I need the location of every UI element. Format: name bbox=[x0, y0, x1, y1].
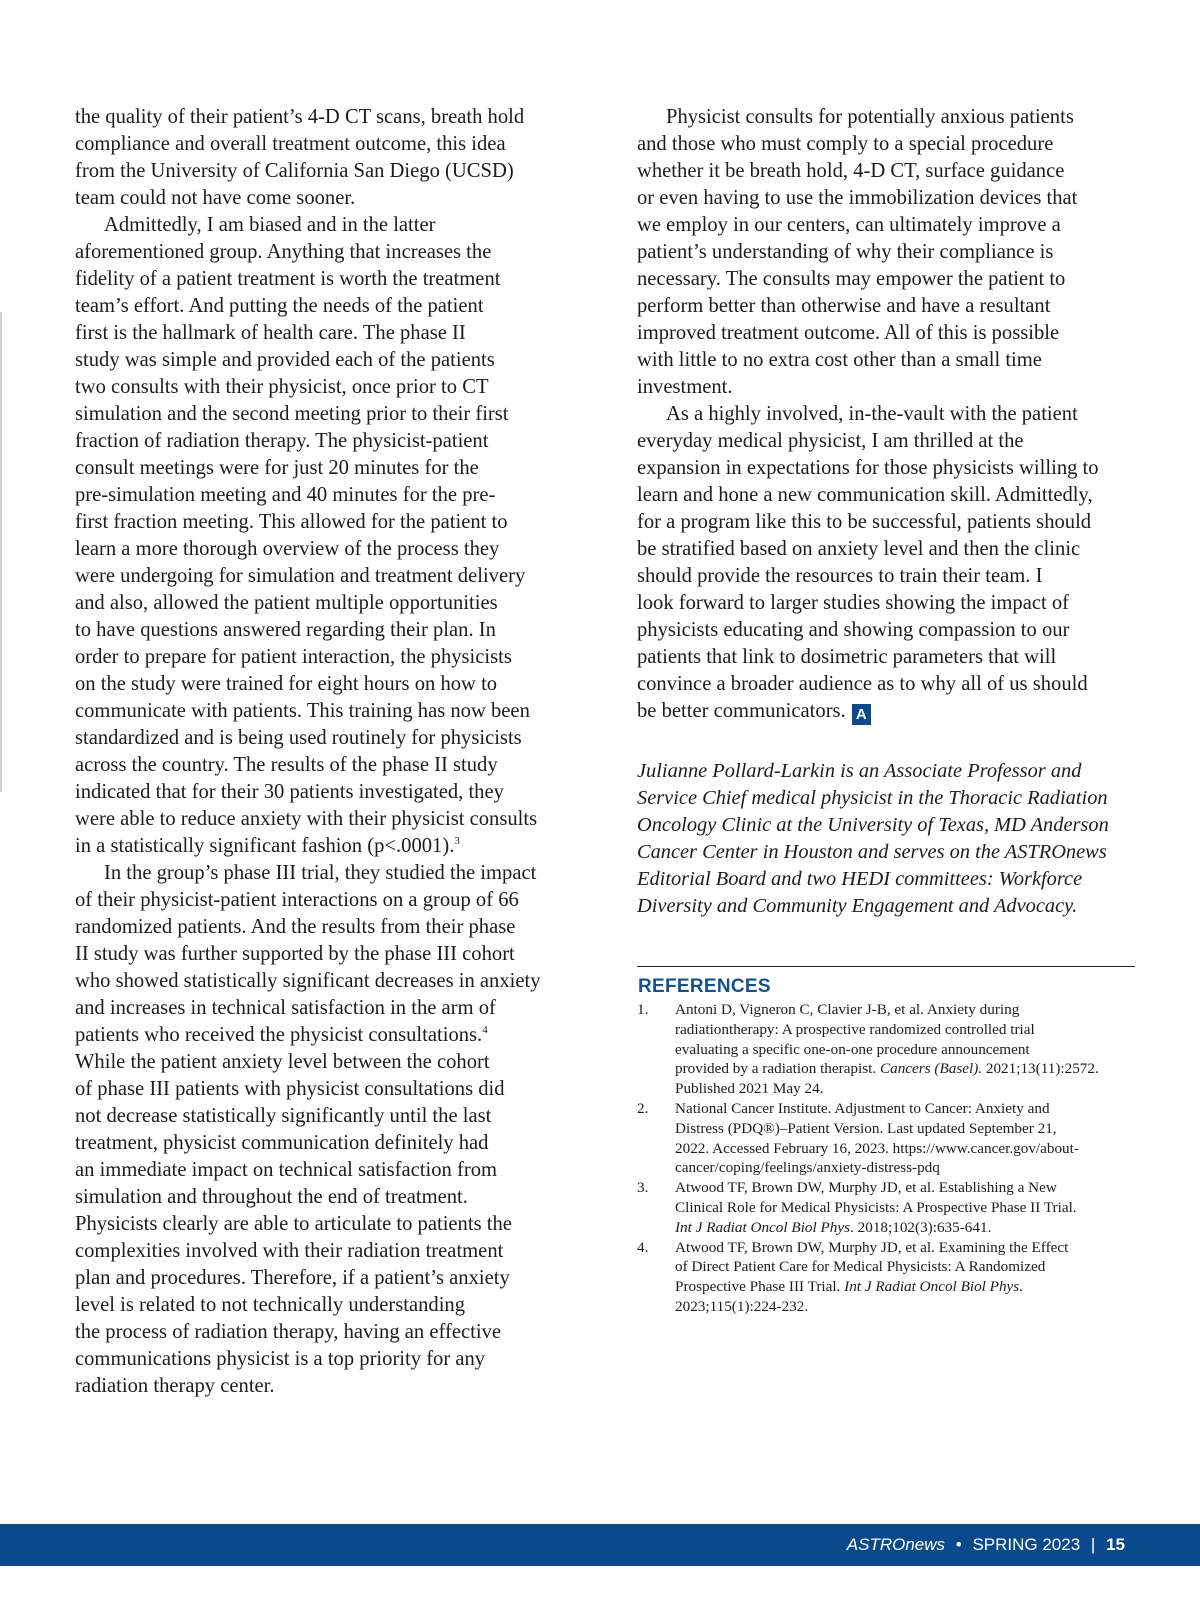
text-line-content: II study was further supported by the phase III cohort bbox=[75, 943, 515, 965]
reference-line bbox=[675, 1198, 1137, 1218]
text-line-content: As a highly involved, in-the-vault with the patient bbox=[666, 403, 1078, 425]
text-line bbox=[75, 698, 565, 725]
reference-line bbox=[675, 1158, 1137, 1178]
text-line-content: team’s effort. And putting the needs of the patient bbox=[75, 295, 484, 317]
reference-line bbox=[675, 1079, 1137, 1099]
bio-line: Editorial Board and two HEDI committees: Workforce bbox=[637, 868, 1083, 890]
text-line-content: fidelity of a patient treatment is worth the treatment bbox=[75, 268, 501, 290]
reference-item bbox=[637, 1178, 1137, 1237]
reference-text: 2022. Accessed February 16, 2023. https://www.cancer.gov/about- bbox=[675, 1139, 1079, 1157]
text-line bbox=[637, 536, 1137, 563]
references-heading: REFERENCES bbox=[638, 976, 771, 997]
reference-line bbox=[675, 1119, 1137, 1139]
text-line bbox=[75, 239, 565, 266]
text-line bbox=[637, 374, 1137, 401]
text-line bbox=[75, 158, 565, 185]
text-line-content: convince a broader audience as to why all of us should bbox=[637, 673, 1088, 695]
text-line bbox=[75, 320, 565, 347]
text-line-content: order to prepare for patient interaction, the physicists bbox=[75, 646, 512, 668]
text-line-content: necessary. The consults may empower the patient to bbox=[637, 268, 1066, 290]
text-line bbox=[75, 1022, 565, 1049]
text-line bbox=[75, 185, 565, 212]
text-line-content: aforementioned group. Anything that increases the bbox=[75, 241, 492, 263]
text-line bbox=[75, 428, 565, 455]
text-line bbox=[75, 509, 565, 536]
text-line bbox=[637, 401, 1137, 428]
text-line bbox=[75, 1238, 565, 1265]
text-line-content: of their physicist-patient interactions on a group of 66 bbox=[75, 889, 519, 911]
text-line-content: learn a more thorough overview of the process they bbox=[75, 538, 500, 560]
text-line bbox=[75, 1319, 565, 1346]
reference-line bbox=[675, 1139, 1137, 1159]
reference-line bbox=[675, 1099, 1137, 1119]
text-line-content: be stratified based on anxiety level and then the clinic bbox=[637, 538, 1081, 560]
text-line-content: from the University of California San Diego (UCSD) bbox=[75, 160, 514, 182]
bio-line: Oncology Clinic at the University of Texas, MD Anderson bbox=[637, 814, 1109, 836]
text-line-content: study was simple and provided each of the patients bbox=[75, 349, 495, 371]
reference-item bbox=[637, 1238, 1137, 1317]
footer-text bbox=[847, 1535, 1125, 1555]
citation-superscript: 4 bbox=[482, 1024, 488, 1037]
text-line-content: and increases in technical satisfaction in the arm of bbox=[75, 997, 496, 1019]
text-line-content: While the patient anxiety level between the cohort bbox=[75, 1051, 490, 1073]
text-line-content: indicated that for their 30 patients investigated, they bbox=[75, 781, 504, 803]
text-line bbox=[75, 860, 565, 887]
text-line bbox=[75, 536, 565, 563]
text-line bbox=[637, 212, 1137, 239]
text-line bbox=[637, 590, 1137, 617]
left-column bbox=[75, 104, 565, 1400]
reference-text: Published 2021 May 24. bbox=[675, 1080, 824, 1098]
text-line-content: simulation and the second meeting prior to their first bbox=[75, 403, 509, 425]
reference-text: . 2018;102(3):635-641. bbox=[850, 1218, 992, 1236]
reference-text: provided by a radiation therapist. bbox=[675, 1060, 880, 1078]
text-line-content: who showed statistically significant decreases in anxiety bbox=[75, 970, 541, 992]
text-line-content: level is related to not technically understanding bbox=[75, 1294, 466, 1316]
text-line bbox=[75, 293, 565, 320]
bio-line: Julianne Pollard-Larkin is an Associate Professor and bbox=[637, 760, 1082, 782]
reference-line bbox=[675, 1000, 1137, 1020]
text-line bbox=[637, 644, 1137, 671]
text-line bbox=[75, 941, 565, 968]
text-line-content: were undergoing for simulation and treatment delivery bbox=[75, 565, 526, 587]
bio-line: Service Chief medical physicist in the Thoracic Radiation bbox=[637, 787, 1108, 809]
text-line-content: not decrease statistically significantly until the last bbox=[75, 1105, 492, 1127]
reference-line bbox=[675, 1059, 1137, 1079]
text-line-content: perform better than otherwise and have a resultant bbox=[637, 295, 1051, 317]
text-line bbox=[637, 158, 1137, 185]
text-line bbox=[75, 1184, 565, 1211]
text-line bbox=[75, 806, 565, 833]
text-line bbox=[75, 1049, 565, 1076]
text-line-content: communications physicist is a top priority for any bbox=[75, 1348, 486, 1370]
text-line bbox=[75, 212, 565, 239]
text-line bbox=[75, 914, 565, 941]
text-line-content: the quality of their patient’s 4-D CT scans, breath hold bbox=[75, 106, 525, 128]
text-line bbox=[75, 725, 565, 752]
text-line bbox=[75, 1157, 565, 1184]
text-line-content: treatment, physicist communication definitely had bbox=[75, 1132, 489, 1154]
text-line bbox=[75, 1373, 565, 1400]
text-line-content: communicate with patients. This training has now been bbox=[75, 700, 530, 722]
reference-item bbox=[637, 1000, 1137, 1099]
text-line-content: two consults with their physicist, once prior to CT bbox=[75, 376, 489, 398]
reference-line bbox=[675, 1277, 1137, 1297]
text-line-content: and those who must comply to a special procedure bbox=[637, 133, 1054, 155]
text-line bbox=[637, 320, 1137, 347]
footer-bullet: • bbox=[955, 1535, 962, 1554]
text-line-content: look forward to larger studies showing the impact of bbox=[637, 592, 1069, 614]
reference-text: evaluating a specific one-on-one procedure announcement bbox=[675, 1040, 1030, 1058]
text-line-content: Admittedly, I am biased and in the latter bbox=[104, 214, 436, 236]
text-line-content: Physicists clearly are able to articulate to patients the bbox=[75, 1213, 512, 1235]
author-bio bbox=[637, 758, 1147, 920]
text-line-content: with little to no extra cost other than a small time bbox=[637, 349, 1042, 371]
text-line-content: fraction of radiation therapy. The physicist-patient bbox=[75, 430, 489, 452]
text-line bbox=[75, 995, 565, 1022]
text-line-content: complexities involved with their radiation treatment bbox=[75, 1240, 504, 1262]
text-line bbox=[637, 698, 1137, 725]
text-line bbox=[637, 509, 1137, 536]
reference-text: National Cancer Institute. Adjustment to Cancer: Anxiety and bbox=[675, 1099, 1050, 1117]
text-line-content: patient’s understanding of why their compliance is bbox=[637, 241, 1054, 263]
right-column bbox=[637, 104, 1137, 725]
text-line-content: In the group’s phase III trial, they studied the impact bbox=[104, 862, 537, 884]
text-line bbox=[75, 104, 565, 131]
text-line bbox=[637, 563, 1137, 590]
text-line bbox=[75, 1076, 565, 1103]
references-divider bbox=[637, 966, 1135, 967]
text-line bbox=[75, 563, 565, 590]
text-line bbox=[75, 455, 565, 482]
reference-number: 4. bbox=[637, 1238, 649, 1256]
text-line bbox=[75, 1265, 565, 1292]
text-line-content: learn and hone a new communication skill. Admittedly, bbox=[637, 484, 1093, 506]
text-line-content: consult meetings were for just 20 minutes for the bbox=[75, 457, 479, 479]
text-line bbox=[637, 617, 1137, 644]
text-line bbox=[75, 1130, 565, 1157]
text-line bbox=[637, 671, 1137, 698]
text-line bbox=[637, 428, 1137, 455]
reference-line bbox=[675, 1020, 1137, 1040]
reference-line bbox=[675, 1218, 1137, 1238]
text-line-content: improved treatment outcome. All of this is possible bbox=[637, 322, 1060, 344]
text-line-content: plan and procedures. Therefore, if a patient’s anxiety bbox=[75, 1267, 510, 1289]
reference-text: cancer/coping/feelings/anxiety-distress-pdq bbox=[675, 1159, 940, 1177]
text-line-content: we employ in our centers, can ultimately improve a bbox=[637, 214, 1061, 236]
citation-superscript: 3 bbox=[454, 835, 460, 848]
text-line bbox=[75, 1103, 565, 1130]
text-line-content: first is the hallmark of health care. The phase II bbox=[75, 322, 466, 344]
text-line-content: simulation and throughout the end of treatment. bbox=[75, 1186, 468, 1208]
journal-title: Int J Radiat Oncol Biol Phys bbox=[675, 1218, 851, 1236]
text-line bbox=[637, 482, 1137, 509]
text-line bbox=[75, 887, 565, 914]
reference-line bbox=[675, 1178, 1137, 1198]
text-line-content: standardized and is being used routinely for physicists bbox=[75, 727, 522, 749]
text-line bbox=[75, 644, 565, 671]
text-line-content: or even having to use the immobilization devices that bbox=[637, 187, 1078, 209]
reference-line bbox=[675, 1040, 1137, 1060]
footer-divider: | bbox=[1090, 1535, 1096, 1554]
text-line-content: on the study were trained for eight hours on how to bbox=[75, 673, 498, 695]
text-line bbox=[75, 833, 565, 860]
page-edge-mark bbox=[0, 312, 2, 792]
text-line bbox=[637, 455, 1137, 482]
text-line bbox=[75, 482, 565, 509]
text-line-content: be better communicators. bbox=[637, 700, 846, 722]
text-line-content: of phase III patients with physicist consultations did bbox=[75, 1078, 505, 1100]
reference-text: 2023;115(1):224-232. bbox=[675, 1297, 809, 1315]
text-line bbox=[75, 752, 565, 779]
reference-number: 2. bbox=[637, 1099, 649, 1117]
reference-item bbox=[637, 1099, 1137, 1178]
references-list bbox=[637, 1000, 1137, 1317]
text-line bbox=[75, 779, 565, 806]
reference-text: of Direct Patient Care for Medical Physicists: A Randomized bbox=[675, 1258, 1046, 1276]
text-line bbox=[637, 347, 1137, 374]
text-line-content: across the country. The results of the phase II study bbox=[75, 754, 498, 776]
text-line-content: first fraction meeting. This allowed for the patient to bbox=[75, 511, 508, 533]
text-line-content: team could not have come sooner. bbox=[75, 187, 356, 209]
text-line-content: an immediate impact on technical satisfaction from bbox=[75, 1159, 498, 1181]
reference-text: radiationtherapy: A prospective randomized controlled trial bbox=[675, 1020, 1035, 1038]
text-line-content: should provide the resources to train their team. I bbox=[637, 565, 1043, 587]
reference-text: Clinical Role for Medical Physicists: A Prospective Phase II Trial. bbox=[675, 1198, 1077, 1216]
text-line bbox=[75, 347, 565, 374]
text-line bbox=[75, 617, 565, 644]
text-line-content: patients that link to dosimetric parameters that will bbox=[637, 646, 1057, 668]
text-line bbox=[75, 266, 565, 293]
text-line-content: pre-simulation meeting and 40 minutes for the pre- bbox=[75, 484, 496, 506]
text-line bbox=[75, 968, 565, 995]
bio-line: Cancer Center in Houston and serves on the ASTROnews bbox=[637, 841, 1107, 863]
reference-text: Antoni D, Vigneron C, Clavier J-B, et al. Anxiety during bbox=[675, 1001, 1020, 1018]
footer-publication: ASTROnews bbox=[846, 1535, 946, 1554]
bio-line: Diversity and Community Engagement and Advocacy. bbox=[637, 895, 1078, 917]
text-line-content: randomized patients. And the results from their phase bbox=[75, 916, 516, 938]
journal-title: Cancers (Basel). bbox=[879, 1060, 983, 1078]
reference-text: Atwood TF, Brown DW, Murphy JD, et al. Examining the Effect bbox=[675, 1238, 1069, 1256]
text-line bbox=[75, 401, 565, 428]
text-line-content: investment. bbox=[637, 376, 733, 398]
reference-text: Prospective Phase III Trial. bbox=[675, 1278, 845, 1296]
text-line-content: the process of radiation therapy, having an effective bbox=[75, 1321, 502, 1343]
text-line bbox=[75, 1211, 565, 1238]
journal-title: Int J Radiat Oncol Biol Phys. bbox=[844, 1278, 1023, 1296]
page-footer bbox=[0, 1524, 1200, 1566]
text-line-content: compliance and overall treatment outcome, this idea bbox=[75, 133, 506, 155]
astro-logo-icon: A bbox=[852, 704, 871, 725]
text-line-content: in a statistically significant fashion (p<.0001). bbox=[75, 835, 455, 857]
text-line bbox=[637, 104, 1137, 131]
reference-text: Distress (PDQ®)–Patient Version. Last updated September 21, bbox=[675, 1119, 1057, 1137]
text-line bbox=[637, 131, 1137, 158]
text-line-content: patients who received the physicist consultations. bbox=[75, 1024, 483, 1046]
text-line-content: for a program like this to be successful, patients should bbox=[637, 511, 1092, 533]
reference-text: 2021;13(11):2572. bbox=[982, 1060, 1099, 1078]
text-line bbox=[75, 590, 565, 617]
reference-line bbox=[675, 1238, 1137, 1258]
reference-number: 3. bbox=[637, 1179, 649, 1197]
text-line bbox=[637, 239, 1137, 266]
reference-text: Atwood TF, Brown DW, Murphy JD, et al. Establishing a New bbox=[675, 1179, 1057, 1197]
text-line bbox=[637, 266, 1137, 293]
page-number: 15 bbox=[1106, 1535, 1125, 1554]
text-line-content: to have questions answered regarding their plan. In bbox=[75, 619, 496, 641]
footer-issue: SPRING 2023 bbox=[972, 1535, 1081, 1554]
text-line-content: everyday medical physicist, I am thrilled at the bbox=[637, 430, 1024, 452]
text-line-content: expansion in expectations for those physicists willing to bbox=[637, 457, 1099, 479]
reference-line bbox=[675, 1257, 1137, 1277]
text-line bbox=[75, 1346, 565, 1373]
text-line bbox=[75, 1292, 565, 1319]
text-line-content: whether it be breath hold, 4-D CT, surface guidance bbox=[637, 160, 1065, 182]
text-line-content: Physicist consults for potentially anxious patients bbox=[666, 106, 1074, 128]
reference-number: 1. bbox=[637, 1001, 649, 1018]
reference-line bbox=[675, 1297, 1137, 1317]
text-line-content: physicists educating and showing compassion to our bbox=[637, 619, 1070, 641]
text-line-content: radiation therapy center. bbox=[75, 1375, 275, 1397]
text-line bbox=[75, 671, 565, 698]
text-line bbox=[637, 185, 1137, 212]
text-line-content: and also, allowed the patient multiple opportunities bbox=[75, 592, 498, 614]
text-line bbox=[75, 131, 565, 158]
text-line bbox=[637, 293, 1137, 320]
text-line-content: were able to reduce anxiety with their physicist consults bbox=[75, 808, 538, 830]
text-line bbox=[75, 374, 565, 401]
